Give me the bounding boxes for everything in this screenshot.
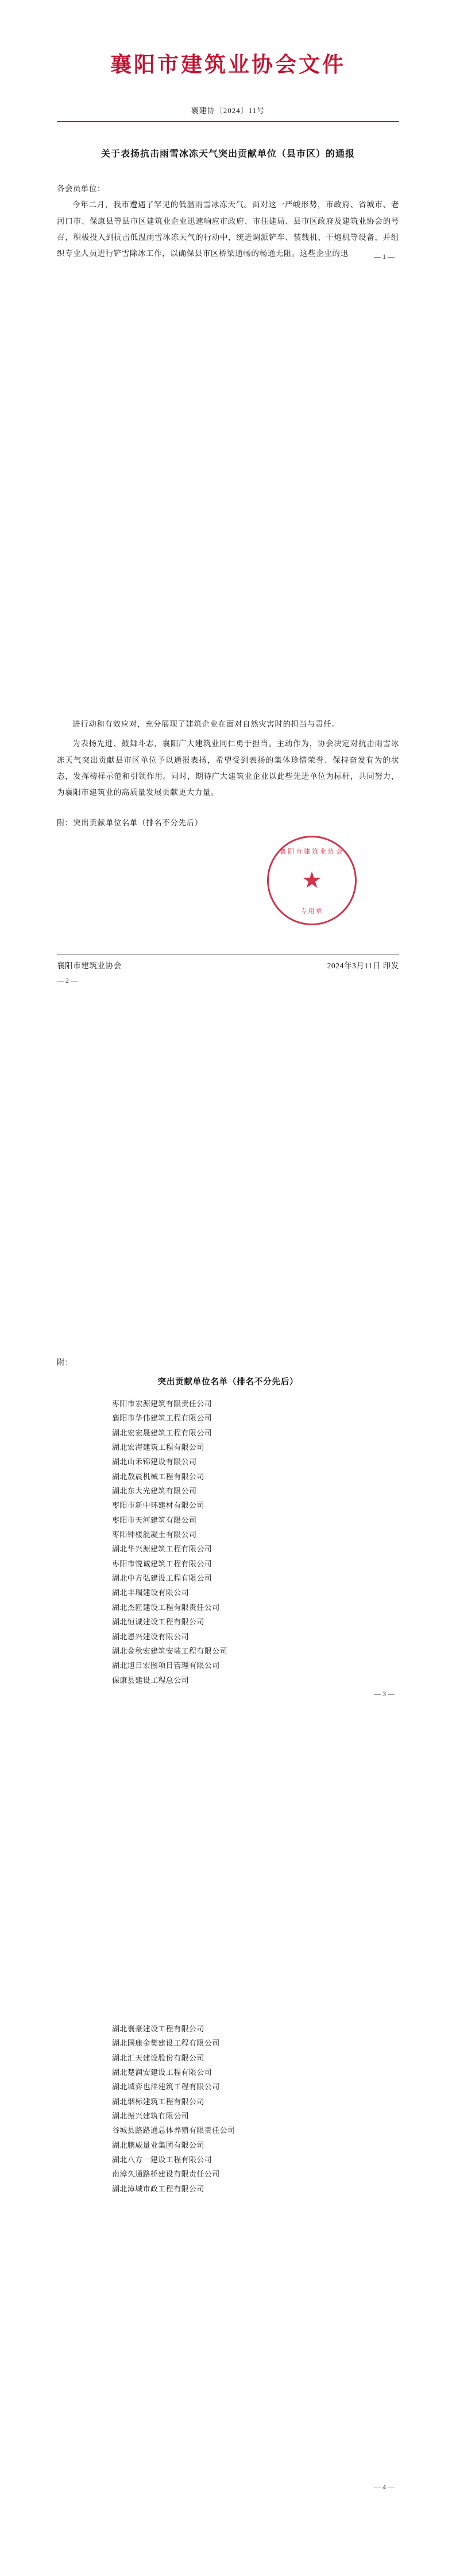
attachment-label: 附： [57,1358,74,1367]
list-item: 湖北恒诚建设工程有限公司 [112,1617,204,1627]
list-item: 湖北鹏威量业集团有限公司 [112,2140,204,2150]
document-page-1 [0,0,456,644]
document-page-4 [0,1932,456,2576]
list-item: 谷城县路路通总体养殖有限责任公司 [112,2126,235,2135]
seal-area [57,828,399,948]
company-list-page-4 [57,2022,399,2196]
red-divider-rule [57,121,399,122]
list-item: 湖北华兴源建筑工程有限公司 [112,1545,212,1554]
body-paragraph-3: 为表扬先进、鼓舞斗志，襄阳广大建筑业同仁勇于担当。主动作为，协会决定对抗击雨雪冰冻天气突出贡献县市区单位予以通报表扬，希望受到表扬的集体珍惜荣誉、保持奋发有为的状态，发挥榜样示范和引领作用。同时，期待广大建筑业企业以此些先进单位为标杆，共同努力，为襄阳市建筑业的高质量发展贡献更大力量。 [57,739,399,797]
page-marker-3: — 3 — [374,1690,395,1698]
list-item: 枣阳市悦诚建筑工程有限公司 [112,1559,212,1568]
list-item: 枣阳市新中环建材有限公司 [112,1501,204,1510]
document-number: 襄建协〔2024〕11号 [191,106,265,115]
list-item: 湖北宏宏晟建筑工程有限公司 [112,1428,212,1437]
document-subject: 关于表扬抗击雨雪冰冻天气突出贡献单位（县市区）的通报 [101,149,355,160]
list-item: 湖北楚润安建设工程有限公司 [112,2068,212,2077]
official-seal-icon [267,836,357,925]
list-item: 南漳久通路桥建设有限责任公司 [112,2170,220,2179]
page-marker-2: — 2 — [57,976,78,984]
salutation: 各会员单位： [57,184,105,193]
body-paragraph-1: 今年二月，我市遭遇了罕见的低温雨雪冰冻天气。面对这一严峻形势，市政府、省城市、老河口市、保康县等县市区建筑业企业迅速响应市政府、市住建局、县市区政府及建筑业协会的号召，积极投入到抗击低温雨雪冰冻天气的行动中，统进调派铲车、装载机、干炮机等设备，并组织专业人员进行铲雪除冰工作，以确保县市区桥梁通畅的畅通无阻。这些企业的迅 [57,200,399,258]
list-item: 湖北丰瑞建设有限公司 [112,1588,190,1597]
list-item: 湖北恩兴建设有限公司 [112,1632,190,1641]
list-item: 湖北襄豪建设工程有限公司 [112,2024,204,2033]
list-item: 湖北东大光建筑有限公司 [112,1487,197,1496]
signature-date: 2024年3月11日 印发 [327,961,399,970]
list-item: 湖北汇天建设股份有限公司 [112,2053,204,2062]
list-item: 湖北杰匠建设工程有限责任公司 [112,1603,220,1612]
list-item: 湖北振兴建筑有限公司 [112,2112,190,2121]
signature-organization: 襄阳市建筑业协会 [57,961,122,970]
list-item: 枣阳市天河建筑有限公司 [112,1515,197,1524]
list-item: 襄阳市华伟建筑工程有限公司 [112,1414,212,1423]
list-item: 湖北金秋宏建筑安装工程有限公司 [112,1646,228,1655]
list-item: 湖北烟标建筑工程有限公司 [112,2097,204,2106]
list-item: 湖北敖晨机械工程有限公司 [112,1472,204,1481]
list-item: 枣阳市宏源建筑有限责任公司 [112,1399,212,1408]
list-item: 湖北山禾锦建设有限公司 [112,1457,197,1467]
document-page-2 [0,644,456,1288]
list-item: 湖北国康金樊建设工程有限公司 [112,2039,220,2048]
company-list-page-3 [57,1396,399,1687]
attachment-reference: 附：突出贡献单位名单（排名不分先后） [57,818,203,827]
page-marker-4: — 4 — [374,2483,395,2491]
list-item: 湖北城弈也沣建筑工程有限公司 [112,2082,220,2092]
list-item: 湖北漳城市政工程有限公司 [112,2184,204,2193]
list-item: 保康县建设工程总公司 [112,1675,190,1685]
page-marker-1: — 1 — [374,253,395,261]
list-item: 湖北旭日宏图项目管理有限公司 [112,1661,220,1670]
footer-divider-rule [57,954,399,955]
document-page-3 [0,1288,456,1932]
list-item: 湖北中方弘建设工程有限公司 [112,1574,212,1583]
seal-top-text: 襄阳市建筑业协会 [280,848,344,855]
list-item: 枣阳钟楼混凝土有限公司 [112,1530,197,1539]
list-item: 湖北宏海建筑工程有限公司 [112,1443,204,1452]
document-title: 襄阳市建筑业协会文件 [110,53,346,77]
list-item: 湖北八方一建设工程有限公司 [112,2155,212,2164]
body-paragraph-2: 进行动和有效应对，充分展现了建筑企业在面对自然灾害时的担当与责任。 [72,720,340,728]
seal-star-icon: ★ [302,867,322,893]
attachment-list-title: 突出贡献单位名单（排名不分先后） [157,1378,299,1387]
seal-bottom-text: 专用章 [300,907,323,915]
